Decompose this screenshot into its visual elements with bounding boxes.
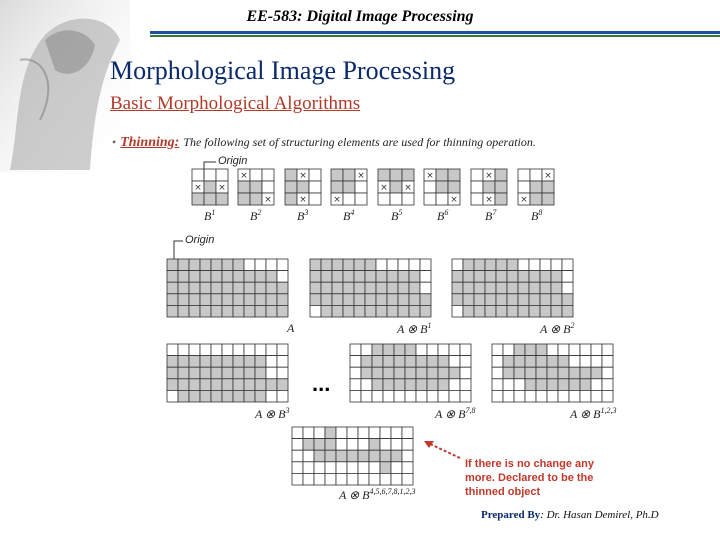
se-label-b6: $B^6$	[437, 208, 449, 223]
label-thin-b123: A ⊗ B$^{1,2,3}$	[570, 406, 617, 421]
svg-text:×: ×	[380, 183, 388, 193]
note-text: If there is no change any more. Declared to be the thinned object	[465, 458, 594, 498]
structuring-element-7	[471, 169, 507, 205]
footer-name: : Dr. Hasan Demirel, Ph.D	[540, 509, 659, 521]
slide-subtitle: Basic Morphological Algorithms	[110, 93, 361, 114]
svg-text:×: ×	[485, 195, 493, 205]
label-thin-b78: A ⊗ B$^{7,8}$	[435, 406, 476, 421]
se-label-b2: $B^2$	[250, 208, 262, 223]
label-a: A	[287, 321, 295, 335]
label-thin-final: A ⊗ B$^{4,5,6,7,8,1,2,3}$	[339, 487, 416, 502]
bullet-marker: •	[112, 135, 117, 149]
ellipsis: ...	[312, 371, 331, 396]
image-final-thinned-grid	[292, 427, 413, 485]
footer-label: Prepared By	[481, 509, 541, 521]
label-thin-b2: A ⊗ $B^2$	[540, 321, 575, 336]
svg-text:×: ×	[404, 183, 412, 193]
svg-text:×: ×	[299, 195, 307, 205]
svg-text:×: ×	[520, 195, 528, 205]
bullet-term: Thinning:	[120, 135, 180, 150]
se-label-b3: $B^3$	[297, 208, 309, 223]
svg-text:×: ×	[264, 195, 272, 205]
structuring-element-2	[238, 169, 274, 205]
svg-text:×: ×	[450, 195, 458, 205]
svg-text:×: ×	[194, 183, 202, 193]
origin-label-mid: Origin	[185, 234, 215, 246]
note-arrow-line	[428, 443, 460, 458]
structuring-element-5	[378, 169, 414, 205]
image-a-grid	[167, 259, 288, 317]
svg-text:×: ×	[485, 171, 493, 181]
image-a-thin-b2-grid	[452, 259, 573, 317]
structuring-element-1	[192, 169, 228, 205]
svg-text:×: ×	[426, 171, 434, 181]
label-thin-b3: A ⊗ $B^3$	[255, 406, 290, 421]
se-label-b1: $B^1$	[204, 208, 216, 223]
se-label-b8: $B^8$	[531, 208, 543, 223]
header-title: EE-583: Digital Image Processing	[246, 8, 474, 25]
image-a-thin-b123-grid	[492, 344, 613, 402]
origin-label-top: Origin	[218, 155, 248, 167]
footer-credit	[481, 509, 659, 521]
structuring-element-3	[285, 169, 321, 205]
label-thin-b1: A ⊗ $B^1$	[397, 321, 432, 336]
svg-text:×: ×	[357, 171, 365, 181]
svg-text:×: ×	[240, 171, 248, 181]
svg-text:×: ×	[218, 183, 226, 193]
se-label-b4: $B^4$	[343, 208, 355, 223]
svg-text:×: ×	[333, 195, 341, 205]
bullet-text: The following set of structuring elements are used for thinning operation.	[183, 135, 536, 149]
se-label-b5: $B^5$	[391, 208, 403, 223]
structuring-element-6	[424, 169, 460, 205]
image-a-thin-b1-grid	[310, 259, 431, 317]
structuring-element-4	[331, 169, 367, 205]
se-label-b7: $B^7$	[485, 208, 497, 223]
svg-text:×: ×	[299, 171, 307, 181]
slide-title: Morphological Image Processing	[110, 56, 456, 85]
image-a-thin-b3-grid	[167, 344, 288, 402]
image-a-thin-b78-grid	[350, 344, 471, 402]
structuring-element-8	[518, 169, 554, 205]
svg-text:×: ×	[544, 171, 552, 181]
